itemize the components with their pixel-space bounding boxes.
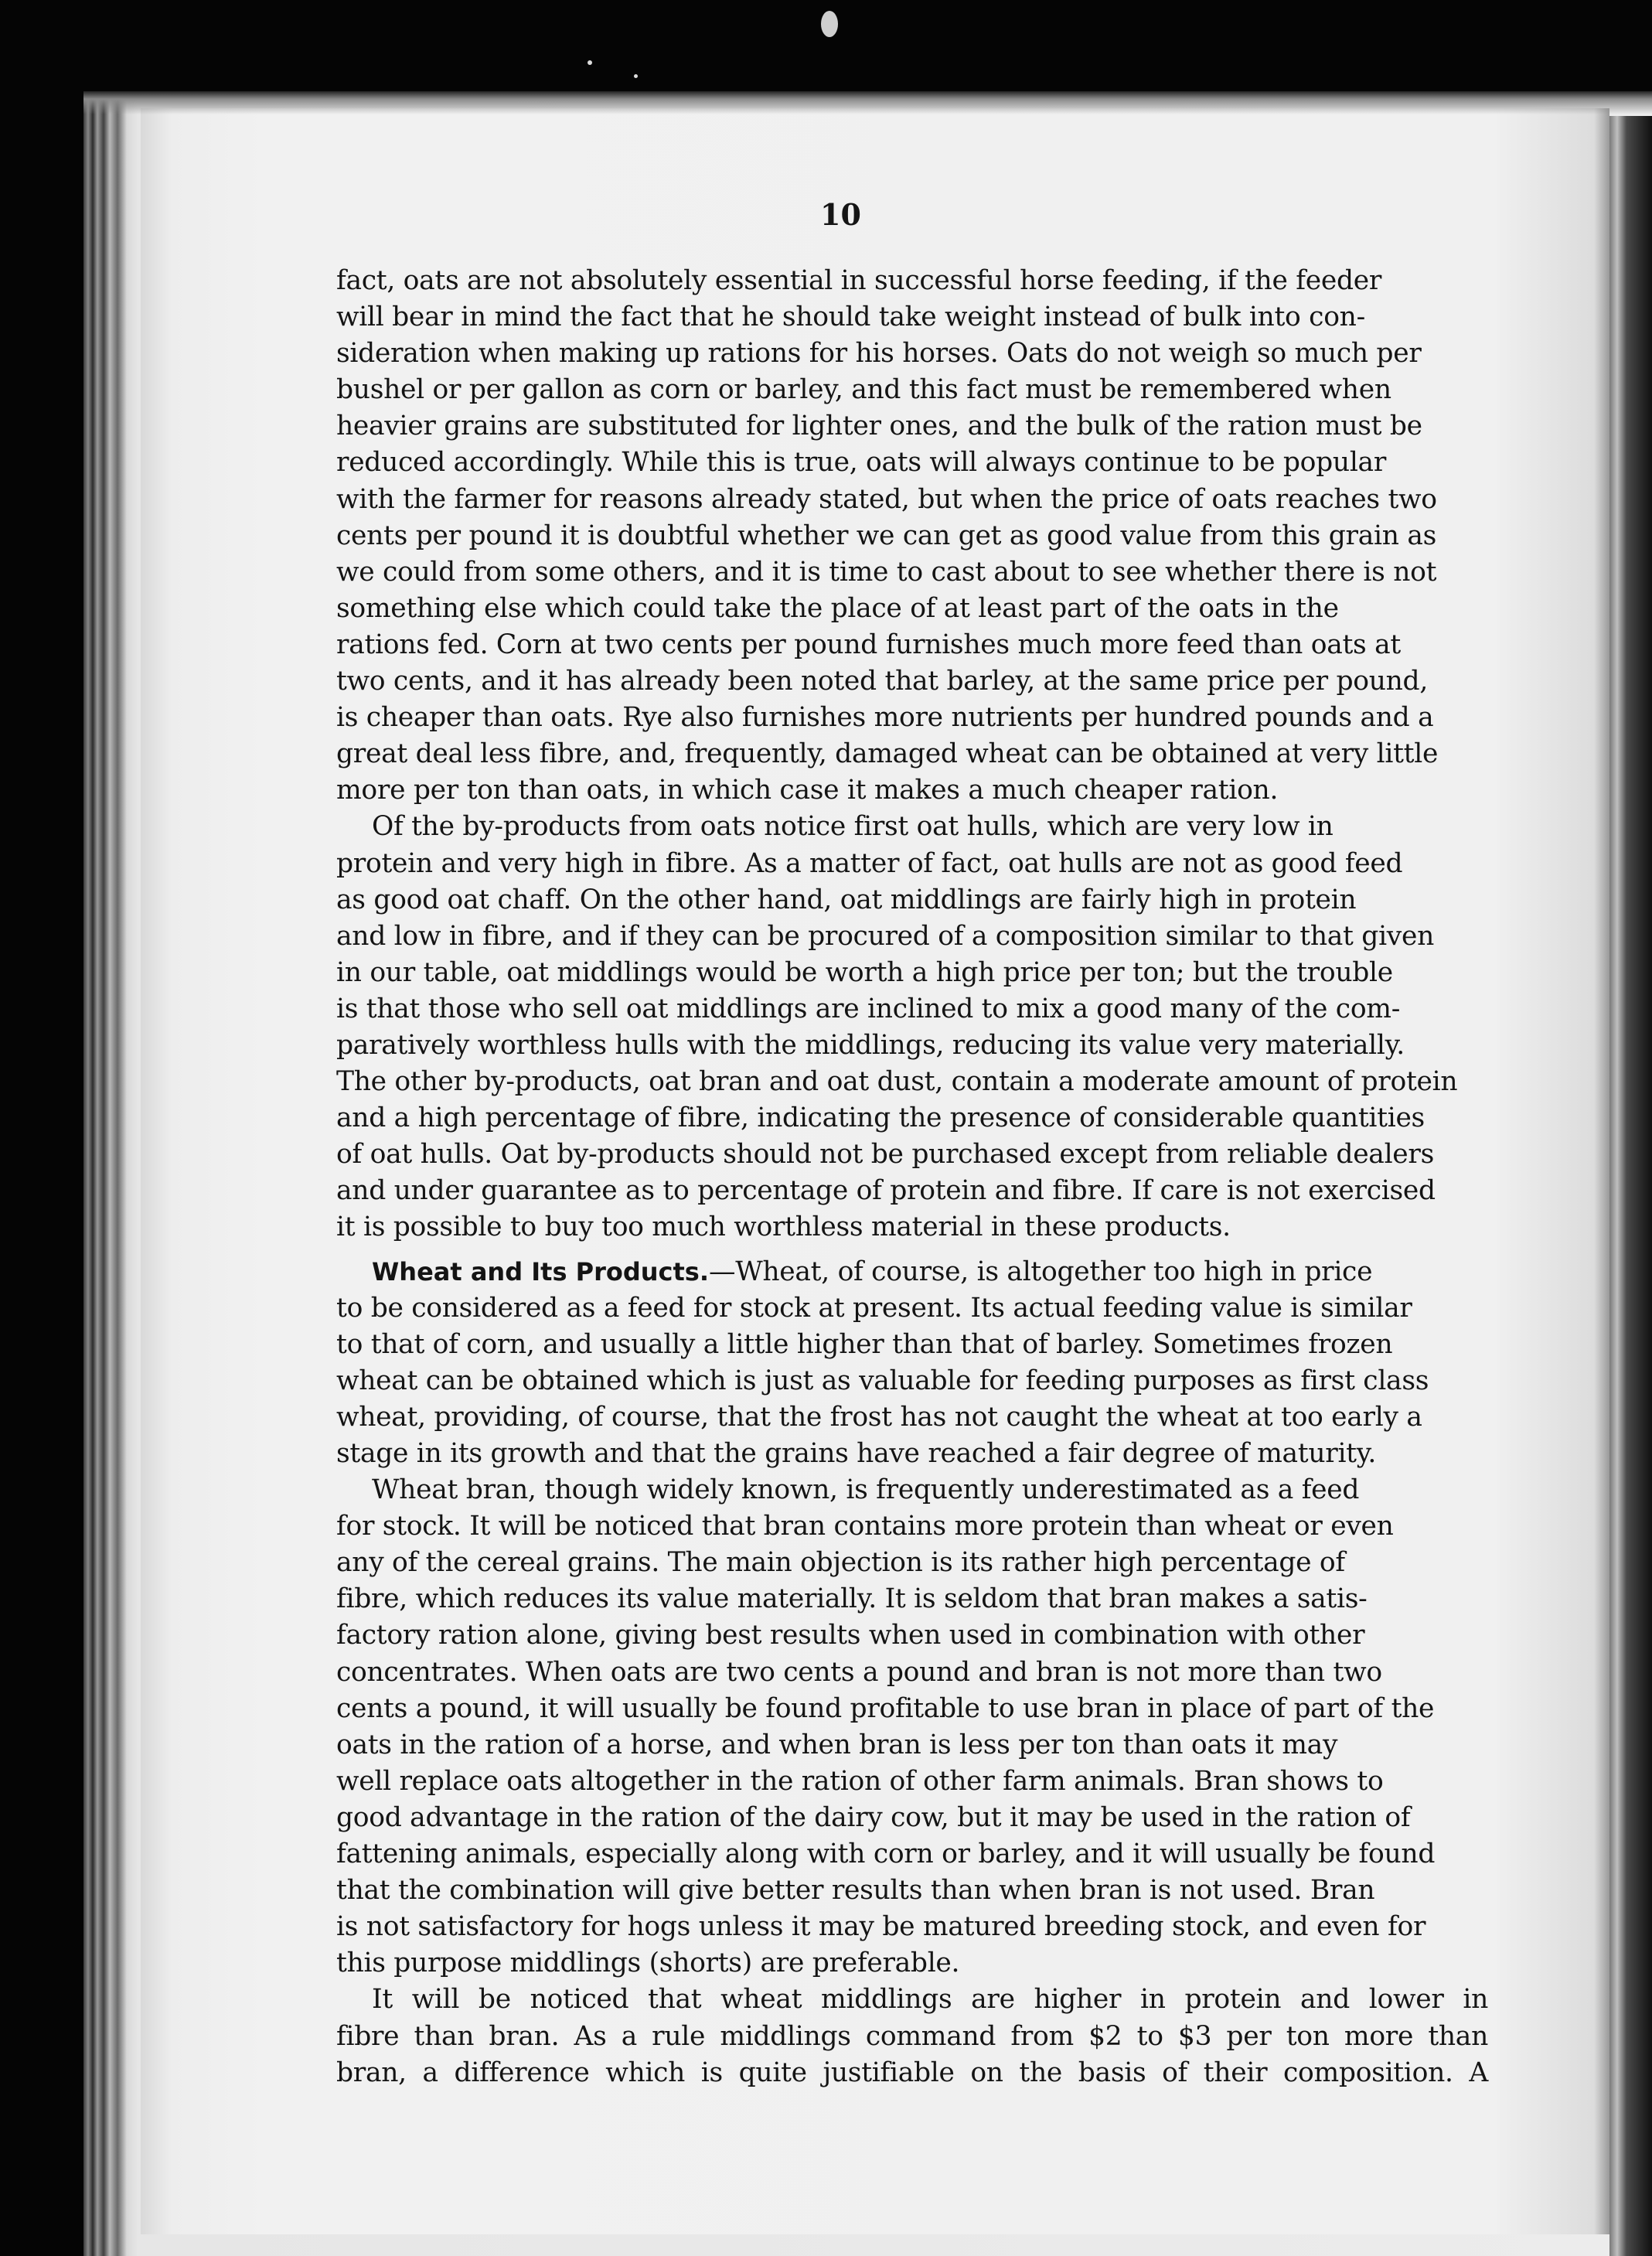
text-line: cents per pound it is doubtful whether we can get as good value from this grain as — [336, 520, 1436, 551]
text-line: Wheat bran, though widely known, is frequently underestimated as a feed — [372, 1474, 1360, 1506]
text-line: two cents, and it has already been noted that barley, at the same price per pound, — [336, 666, 1428, 697]
text-line: of oat hulls. Oat by-products should not be purchased except from reliable dealers — [336, 1139, 1435, 1171]
text-line: to be considered as a feed for stock at present. Its actual feeding value is similar — [336, 1292, 1412, 1324]
text-line: as good oat chaff. On the other hand, oat middlings are fairly high in protein — [336, 884, 1357, 915]
text-line: oats in the ration of a horse, and when bran is less per ton than oats it may — [336, 1729, 1338, 1760]
text-line: The other by-products, oat bran and oat dust, contain a moderate amount of protein — [336, 1066, 1458, 1098]
text-line: to that of corn, and usually a little higher than that of barley. Sometimes frozen — [336, 1328, 1393, 1360]
text-line: fibre, which reduces its value materially. It is seldom that bran makes a satis- — [336, 1583, 1368, 1615]
text-line: in our table, oat middlings would be worth a high price per ton; but the trouble — [336, 956, 1393, 988]
text-line: more per ton than oats, in which case it makes a much cheaper ration. — [336, 775, 1279, 806]
text-line: bran, a difference which is quite justifiable on the basis of their composition. A — [336, 2057, 1488, 2088]
text-line: it is possible to buy too much worthless material in these products. — [336, 1211, 1231, 1243]
text-line: rations fed. Corn at two cents per pound furnishes much more feed than oats at — [336, 629, 1401, 660]
text-line: is cheaper than oats. Rye also furnishes more nutrients per hundred pounds and a — [336, 702, 1434, 734]
text-line: wheat can be obtained which is just as valuable for feeding purposes as first class — [336, 1365, 1429, 1396]
text-line: and under guarantee as to percentage of protein and fibre. If care is not exercised — [336, 1175, 1436, 1207]
text-line: we could from some others, and it is time to cast about to see whether there is not — [336, 556, 1437, 588]
text-line: Of the by-products from oats notice first oat hulls, which are very low in — [372, 811, 1334, 843]
text-line: fattening animals, especially along with corn or barley, and it will usually be found — [336, 1839, 1436, 1870]
paragraph-3 — [336, 1254, 1488, 1473]
text-line: —Wheat, of course, is altogether too high in price — [709, 1256, 1373, 1287]
text-line: good advantage in the ration of the dairy cow, but it may be used in the ration of — [336, 1801, 1411, 1833]
paragraph-1 — [336, 263, 1488, 809]
text-line: wheat, providing, of course, that the frost has not caught the wheat at too early a — [336, 1401, 1422, 1433]
book-right-edge — [1609, 116, 1652, 2256]
text-line: something else which could take the place of at least part of the oats in the — [336, 592, 1339, 624]
text-line: that the combination will give better results than when bran is not used. Bran — [336, 1875, 1375, 1907]
text-line: this purpose middlings (shorts) are preferable. — [336, 1948, 960, 1979]
scan-speck — [821, 11, 838, 37]
text-line: will bear in mind the fact that he should take weight instead of bulk into con- — [336, 302, 1365, 333]
scan-speck — [634, 74, 638, 78]
text-line: well replace oats altogether in the ration of other farm animals. Bran shows to — [336, 1765, 1384, 1797]
text-line: concentrates. When oats are two cents a pound and bran is not more than two — [336, 1656, 1382, 1688]
text-line: and low in fibre, and if they can be procured of a composition similar to that given — [336, 920, 1435, 952]
text-line: is not satisfactory for hogs unless it may be matured breeding stock, and even for — [336, 1911, 1426, 1943]
text-line: heavier grains are substituted for lighter ones, and the bulk of the ration must be — [336, 411, 1422, 442]
text-line: bushel or per gallon as corn or barley, and this fact must be remembered when — [336, 374, 1391, 406]
text-line: reduced accordingly. While this is true, oats will always continue to be popular — [336, 447, 1387, 479]
text-line: great deal less fibre, and, frequently, damaged wheat can be obtained at very little — [336, 738, 1439, 770]
text-line: is that those who sell oat middlings are inclined to mix a good many of the com- — [336, 993, 1401, 1024]
text-line: protein and very high in fibre. As a matter of fact, oat hulls are not as good feed — [336, 847, 1403, 879]
text-line: fact, oats are not absolutely essential in successful horse feeding, if the feeder — [336, 265, 1382, 296]
text-line: stage in its growth and that the grains have reached a fair degree of maturity. — [336, 1438, 1377, 1469]
text-line: for stock. It will be noticed that bran contains more protein than wheat or even — [336, 1511, 1394, 1542]
body-text — [336, 263, 1488, 2091]
paragraph-5 — [336, 1982, 1488, 2091]
paragraph-2 — [336, 809, 1488, 1246]
text-line: paratively worthless hulls with the middlings, reducing its value very materially. — [336, 1029, 1405, 1061]
text-line: with the farmer for reasons already stated, but when the price of oats reaches two — [336, 483, 1437, 515]
text-line: factory ration alone, giving best results when used in combination with other — [336, 1620, 1365, 1651]
text-line: any of the cereal grains. The main objection is its rather high percentage of — [336, 1547, 1345, 1579]
section-heading: Wheat and Its Products. — [372, 1256, 709, 1286]
text-line: and a high percentage of fibre, indicating the presence of considerable quantities — [336, 1102, 1425, 1134]
text-line: It will be noticed that wheat middlings are higher in protein and lower in — [372, 1984, 1488, 2016]
text-line: sideration when making up rations for his horses. Oats do not weigh so much per — [336, 338, 1422, 370]
book-top-shadow — [83, 91, 1652, 114]
text-line: fibre than bran. As a rule middlings command from $2 to $3 per ton more than — [336, 2020, 1488, 2052]
page-number: 10 — [820, 197, 861, 232]
scan-speck — [588, 60, 592, 65]
paragraph-4 — [336, 1472, 1488, 1982]
text-line: cents a pound, it will usually be found profitable to use bran in place of part of the — [336, 1692, 1435, 1724]
